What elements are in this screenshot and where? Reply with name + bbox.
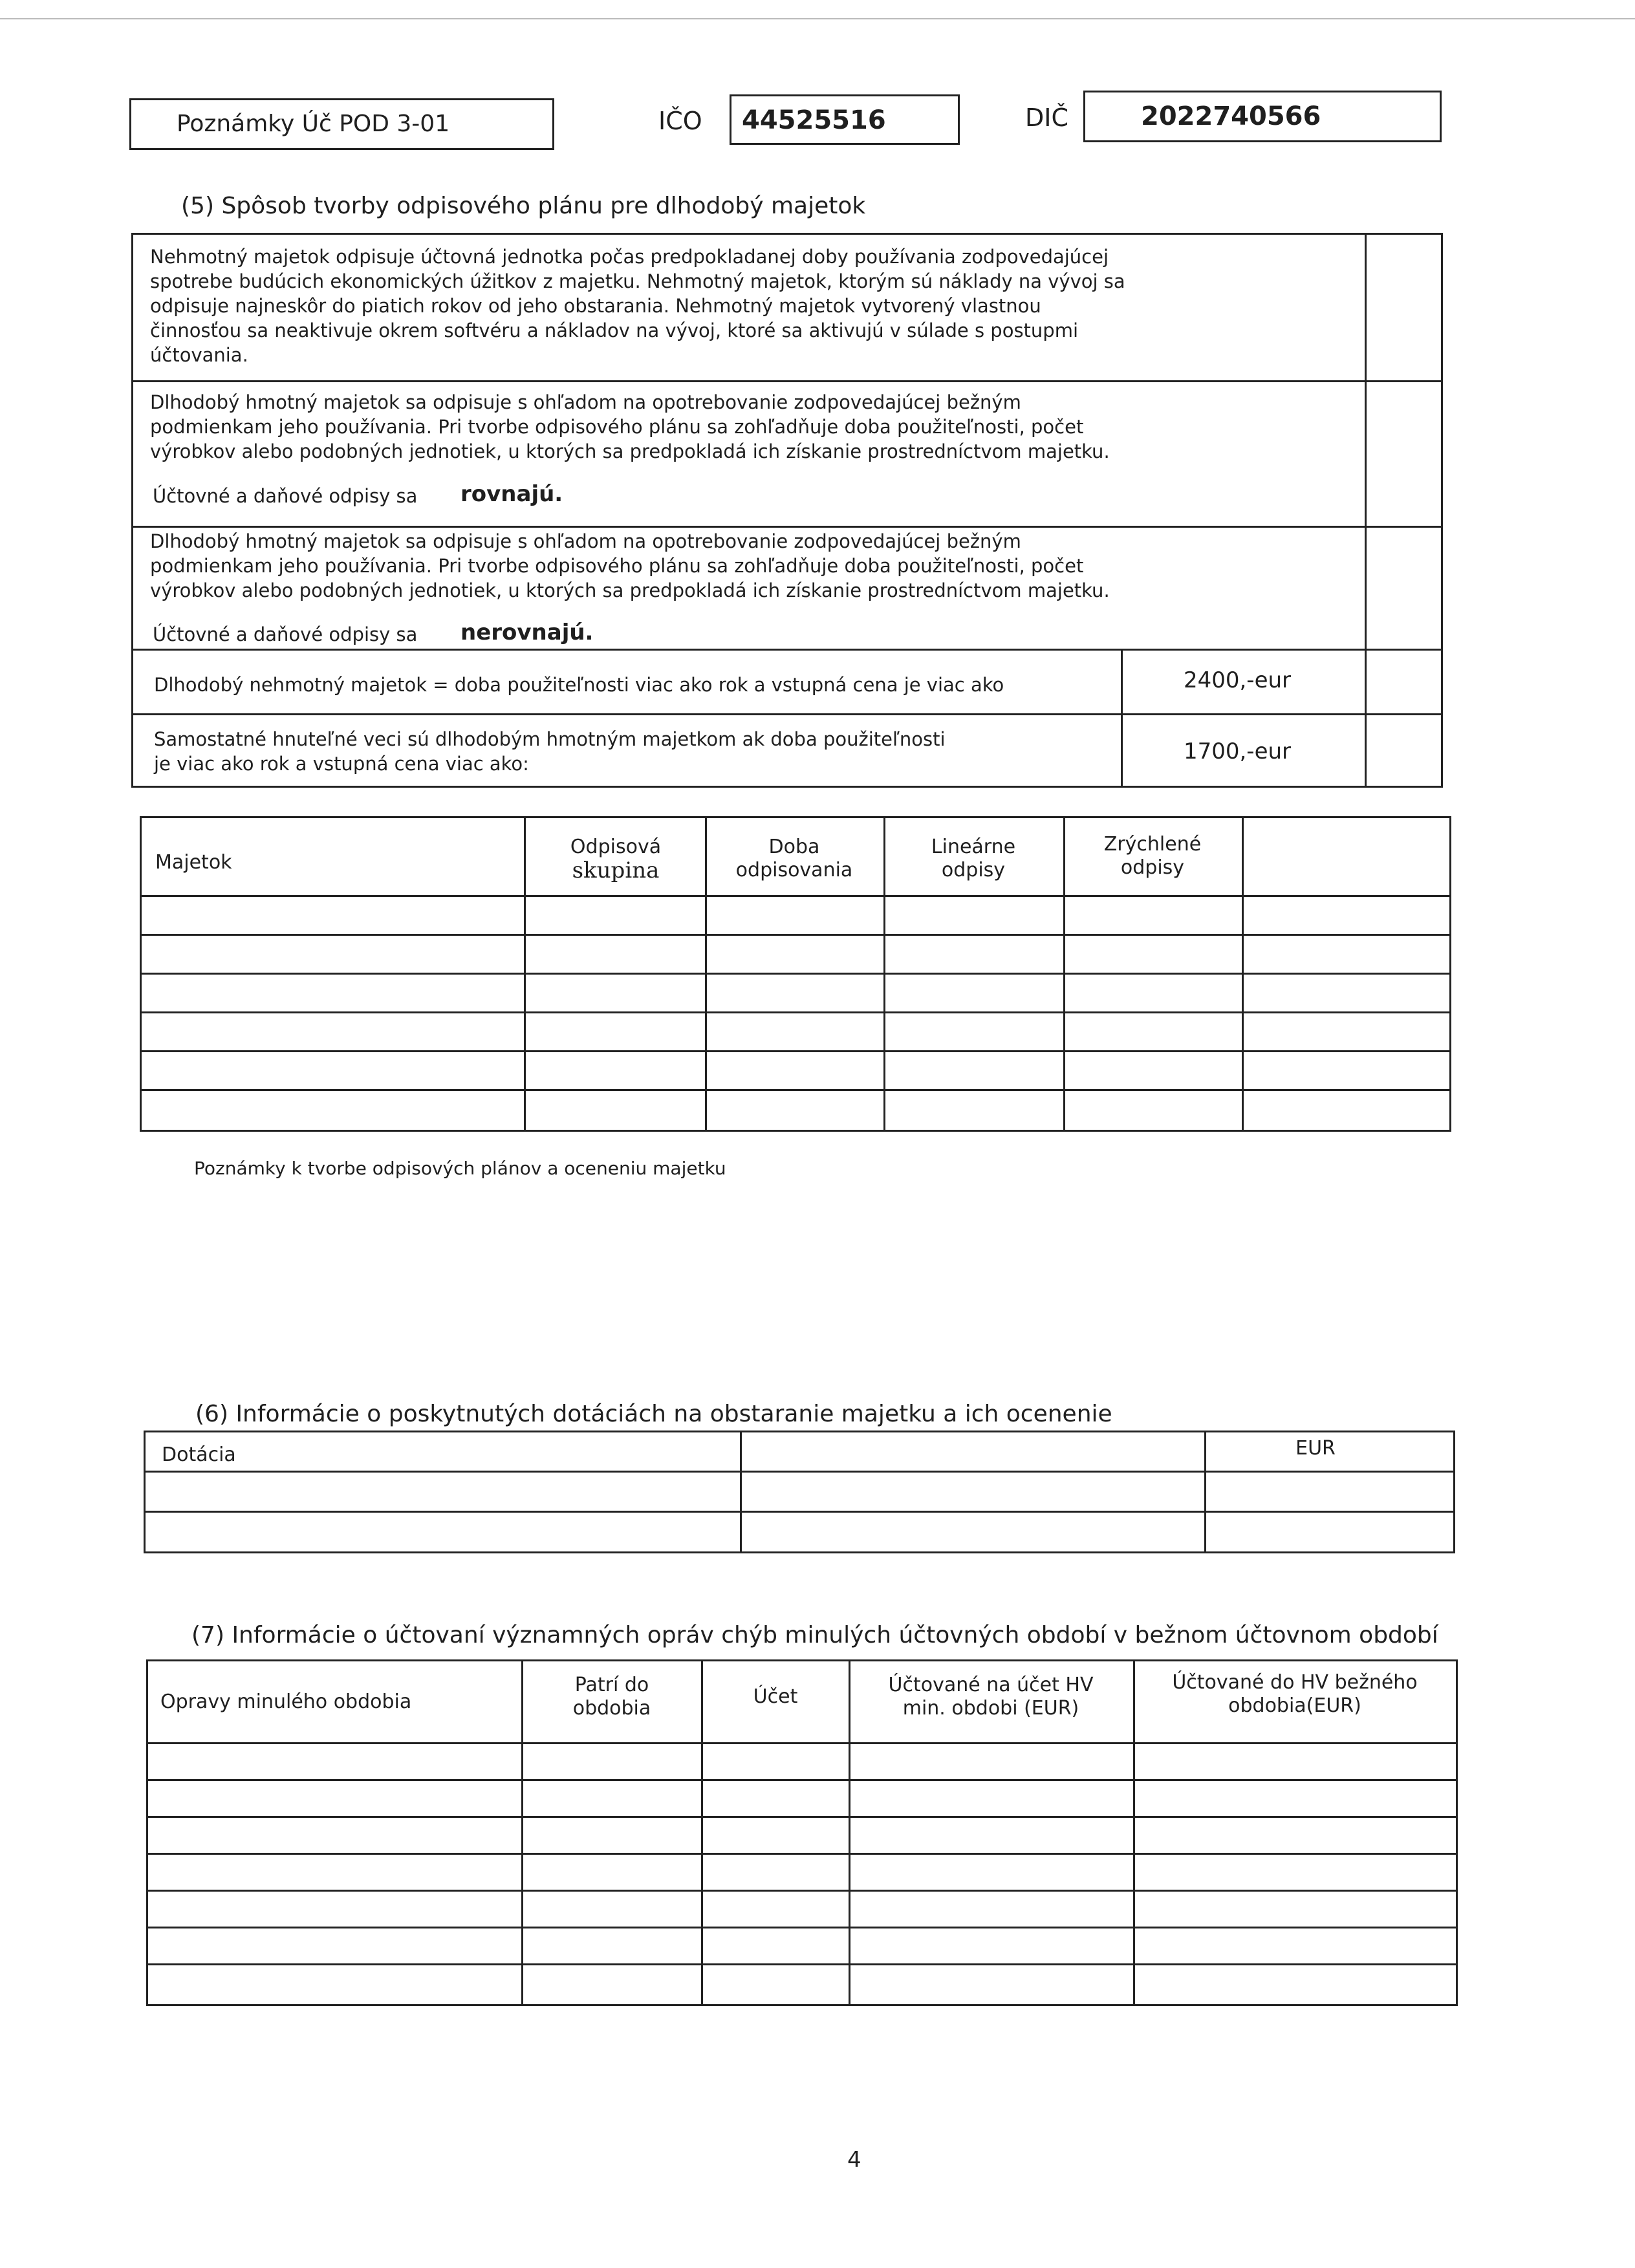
scan-top-edge xyxy=(0,18,1635,19)
col-header-line: obdobia xyxy=(572,1697,651,1720)
block1-intangible xyxy=(150,244,1217,367)
col-header-patri xyxy=(523,1674,701,1720)
col-header-hv-bez xyxy=(1134,1671,1455,1718)
col-header-line: obdobia(EUR) xyxy=(1228,1694,1361,1717)
col-header-zrychlene xyxy=(1063,833,1242,880)
block2-tail-value: rovnajú. xyxy=(460,481,563,507)
col-header-dotacia: Dotácia xyxy=(162,1443,236,1466)
block3-tail-label: Účtovné a daňové odpisy sa xyxy=(153,623,418,645)
asset-notes-label: Poznámky k tvorbe odpisových plánov a oceneniu majetku xyxy=(194,1158,726,1179)
col-header-line: odpisovania xyxy=(735,859,853,881)
col-header-line: Doba xyxy=(768,836,820,858)
row4-value: 2400,-eur xyxy=(1183,667,1292,693)
block3-line: výrobkov alebo podobných jednotiek, u ktorých sa predpokladá ich získanie prostredníctvom majetku. xyxy=(150,579,1110,601)
block1-line: účtovania. xyxy=(150,344,248,366)
ico-field xyxy=(730,94,960,145)
page-number: 4 xyxy=(847,2147,861,2173)
col-header-line: skupina xyxy=(572,858,660,883)
dic-value: 2022740566 xyxy=(1141,102,1321,131)
col-header-hv-min xyxy=(850,1674,1132,1720)
row5-line: je viac ako rok a vstupná cena viac ako: xyxy=(154,753,529,775)
section6-title: (6) Informácie o poskytnutých dotáciách na obstaranie majetku a ich ocenenie xyxy=(195,1401,1112,1427)
form-title-box xyxy=(129,98,554,150)
block3-line: Dlhodobý hmotný majetok sa odpisuje s ohľadom na opotrebovanie zodpovedajúcej bežným xyxy=(150,530,1021,552)
ico-label: IČO xyxy=(658,107,702,135)
block1-line: spotrebe budúcich ekonomických úžitkov z majetku. Nehmotný majetok, ktorým sú náklady na vývoj sa xyxy=(150,270,1125,292)
col-header-line: odpisy xyxy=(941,859,1006,881)
section7-title: (7) Informácie o účtovaní významných opráv chýb minulých účtovných období v bežnom účtovnom období xyxy=(191,1622,1438,1648)
block1-line: činnosťou sa neaktivuje okrem softvéru a nákladov na vývoj, ktoré sa aktivujú v súlade s postupmi xyxy=(150,319,1079,341)
col-header-line: Zrýchlené xyxy=(1103,833,1202,856)
col-header-odpisova-skupina xyxy=(525,836,706,882)
block2-tangible xyxy=(150,390,1217,464)
block1-line: Nehmotný majetok odpisuje účtovná jednotka počas predpokladanej doby používania zodpovedajúcej xyxy=(150,246,1109,268)
dic-label: DIČ xyxy=(1025,103,1069,132)
block3-tangible xyxy=(150,529,1217,603)
section5-title: (5) Spôsob tvorby odpisového plánu pre dlhodobý majetok xyxy=(181,193,866,219)
block3-tail-value: nerovnajú. xyxy=(460,620,594,645)
form-title: Poznámky Úč POD 3-01 xyxy=(177,111,450,137)
dic-field xyxy=(1083,91,1442,142)
col-header-opravy: Opravy minulého obdobia xyxy=(160,1690,412,1713)
col-header-linearne xyxy=(883,836,1063,882)
block1-line: odpisuje najneskôr do piatich rokov od jeho obstarania. Nehmotný majetok vytvorený vlastnou xyxy=(150,295,1041,317)
block2-tail-label: Účtovné a daňové odpisy sa xyxy=(153,485,418,507)
block3-line: podmienkam jeho používania. Pri tvorbe odpisového plánu sa zohľadňuje doba použiteľnosti, počet xyxy=(150,555,1084,577)
col-header-line: Účtované na účet HV xyxy=(888,1674,1094,1696)
col-header-line: min. obdobi (EUR) xyxy=(902,1697,1079,1720)
row5-line: Samostatné hnuteľné veci sú dlhodobým hmotným majetkom ak doba použiteľnosti xyxy=(154,728,946,750)
col-header-line: Odpisová xyxy=(570,836,662,858)
block2-line: podmienkam jeho používania. Pri tvorbe odpisového plánu sa zohľadňuje doba použiteľnosti, počet xyxy=(150,416,1084,438)
col-header-ucet: Účet xyxy=(753,1685,798,1708)
col-header-majetok: Majetok xyxy=(155,851,232,874)
ico-value: 44525516 xyxy=(742,105,886,135)
col-header-line: Patrí do xyxy=(574,1674,649,1696)
row4-text: Dlhodobý nehmotný majetok = doba použiteľnosti viac ako rok a vstupná cena je viac ako xyxy=(154,674,1004,696)
row5-value: 1700,-eur xyxy=(1183,739,1292,764)
row5-text xyxy=(154,727,1111,776)
col-header-doba xyxy=(705,836,883,882)
col-header-eur: EUR xyxy=(1295,1437,1336,1460)
col-header-line: odpisy xyxy=(1120,856,1185,879)
col-header-line: Účtované do HV bežného xyxy=(1172,1671,1418,1694)
col-header-line: Lineárne xyxy=(931,836,1016,858)
block2-line: Dlhodobý hmotný majetok sa odpisuje s ohľadom na opotrebovanie zodpovedajúcej bežným xyxy=(150,391,1021,413)
block2-line: výrobkov alebo podobných jednotiek, u ktorých sa predpokladá ich získanie prostredníctvom majetku. xyxy=(150,440,1110,462)
